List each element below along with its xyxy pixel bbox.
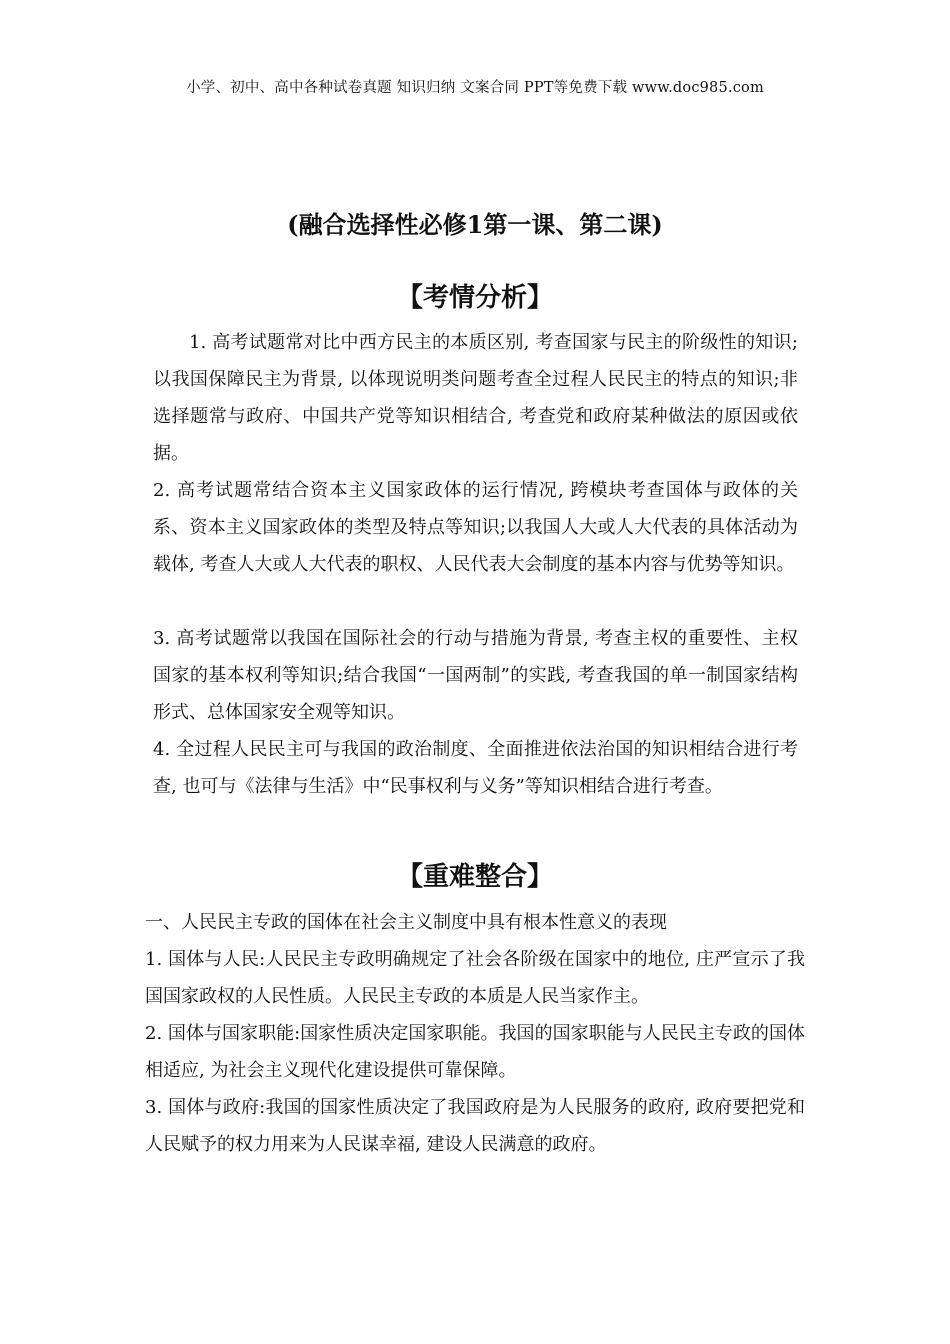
document-title: (融合选择性必修1第一课、第二课)	[287, 210, 663, 239]
integration-item-3: 3. 国体与政府:我国的国家性质决定了我国政府是为人民服务的政府, 政府要把党和人民赋予的权力用来为人民谋幸福, 建设人民满意的政府。	[145, 1097, 805, 1155]
analysis-item-3: 3. 高考试题常以我国在国际社会的行动与措施为背景, 考查主权的重要性、主权国家的基本权利等知识;结合我国“一国两制”的实践, 考查我国的单一制国家结构形式、总体国家安全观等知识。	[153, 628, 798, 723]
integration-item-2: 2. 国体与国家职能:国家性质决定国家职能。我国的国家职能与人民民主专政的国体相适应, 为社会主义现代化建设提供可靠保障。	[145, 1023, 805, 1081]
analysis-item-2: 2. 高考试题常结合资本主义国家政体的运行情况, 跨模块考查国体与政体的关系、资本主义国家政体的类型及特点等知识;以我国人大或人大代表的具体活动为载体, 考查人大或人大代表的职权、人民代表大会制度的基本内容与优势等知识。	[153, 480, 798, 575]
section-heading-integration: 【重难整合】	[396, 862, 553, 892]
page-header-banner: 小学、初中、高中各种试卷真题 知识归纳 文案合同 PPT等免费下载 www.doc985.com	[186, 80, 764, 96]
integration-subheading: 一、人民民主专政的国体在社会主义制度中具有根本性意义的表现	[145, 912, 667, 933]
section-heading-analysis: 【考情分析】	[396, 283, 553, 313]
analysis-item-4: 4. 全过程人民民主可与我国的政治制度、全面推进依法治国的知识相结合进行考查, 也可与《法律与生活》中“民事权利与义务”等知识相结合进行考查。	[153, 739, 798, 797]
analysis-item-1: 1. 高考试题常对比中西方民主的本质区别, 考查国家与民主的阶级性的知识;以我国保障民主为背景, 以体现说明类问题考查全过程人民民主的特点的知识;非选择题常与政府、中国共产党等知识相结合, 考查党和政府某种做法的原因或依据。	[153, 332, 798, 464]
integration-item-1: 1. 国体与人民:人民民主专政明确规定了社会各阶级在国家中的地位, 庄严宣示了我国国家政权的人民性质。人民民主专政的本质是人民当家作主。	[145, 949, 805, 1007]
